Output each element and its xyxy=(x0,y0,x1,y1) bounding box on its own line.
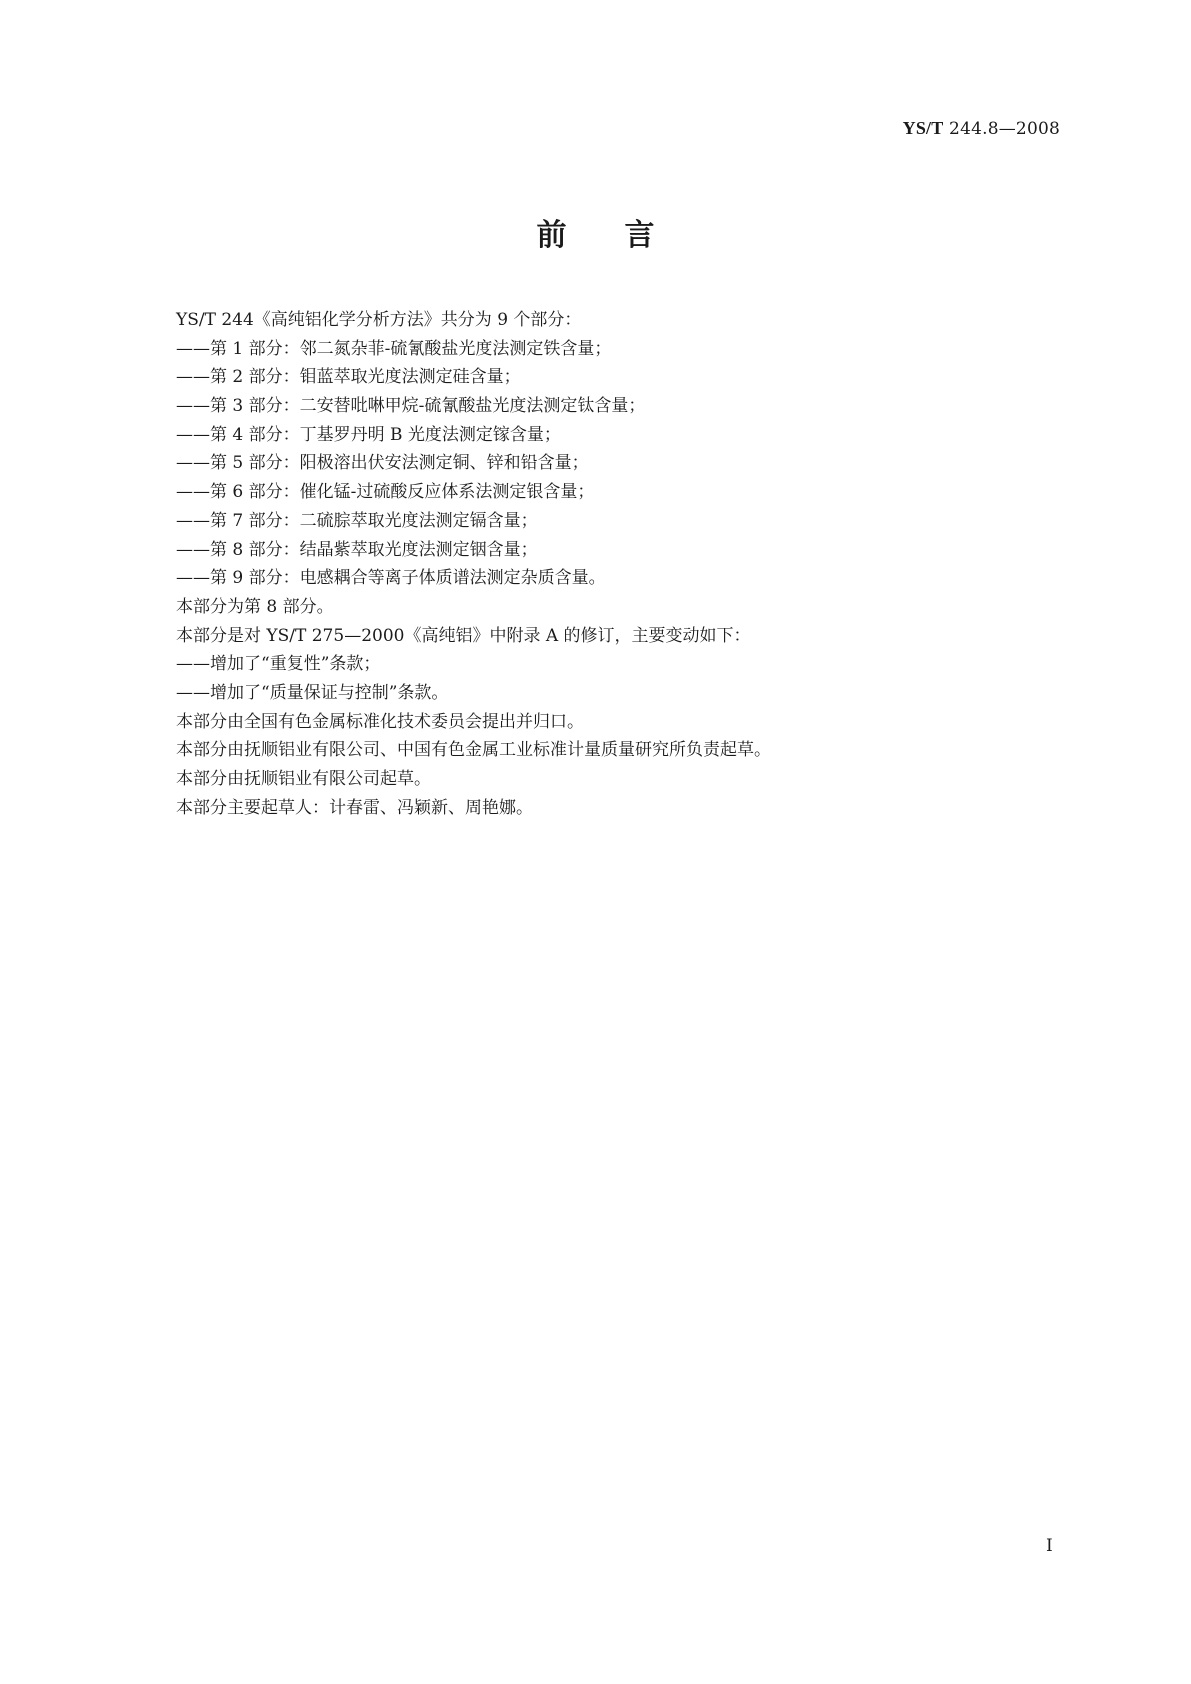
body-line: ——第 3 部分：二安替吡啉甲烷-硫氰酸盐光度法测定钛含量； xyxy=(176,396,646,417)
body-line: ——增加了“质量保证与控制”条款。 xyxy=(176,682,449,703)
body-line: ——第 6 部分：催化锰-过硫酸反应体系法测定银含量； xyxy=(176,482,595,503)
body-line: ——第 1 部分：邻二氮杂菲-硫氰酸盐光度法测定铁含量； xyxy=(176,338,612,359)
body-line: 本部分为第 8 部分。 xyxy=(176,596,334,617)
body-line: ——第 2 部分：钼蓝萃取光度法测定硅含量； xyxy=(176,367,521,388)
body-line: ——第 7 部分：二硫腙萃取光度法测定镉含量； xyxy=(176,510,538,531)
body-line: 本部分是对 YS/T 275—2000《高纯铝》中附录 A 的修订，主要变动如下： xyxy=(176,625,751,646)
body-line: ——第 8 部分：结晶紫萃取光度法测定铟含量； xyxy=(176,539,538,560)
body-line: 本部分主要起草人：计春雷、冯颖新、周艳娜。 xyxy=(176,797,533,818)
body-line: 本部分由全国有色金属标准化技术委员会提出并归口。 xyxy=(176,711,584,732)
standard-code-number: 244.8—2008 xyxy=(943,119,1060,139)
body-line: ——第 5 部分：阳极溶出伏安法测定铜、锌和铅含量； xyxy=(176,453,589,474)
body-line: ——第 4 部分：丁基罗丹明 B 光度法测定镓含量； xyxy=(176,424,561,445)
page-title: 前言 xyxy=(536,218,713,253)
body-line: 本部分由抚顺铝业有限公司起草。 xyxy=(176,769,431,789)
foreword-body xyxy=(176,306,1076,822)
body-line: ——增加了“重复性”条款； xyxy=(176,654,381,675)
standard-code xyxy=(903,118,1060,139)
body-line: 本部分由抚顺铝业有限公司、中国有色金属工业标准计量质量研究所负责起草。 xyxy=(176,740,771,761)
body-line: ——第 9 部分：电感耦合等离子体质谱法测定杂质含量。 xyxy=(176,568,606,589)
standard-code-prefix: YS/T xyxy=(902,118,944,138)
body-line: YS/T 244《高纯铝化学分析方法》共分为 9 个部分： xyxy=(176,310,582,330)
page-number: I xyxy=(1046,1536,1053,1556)
